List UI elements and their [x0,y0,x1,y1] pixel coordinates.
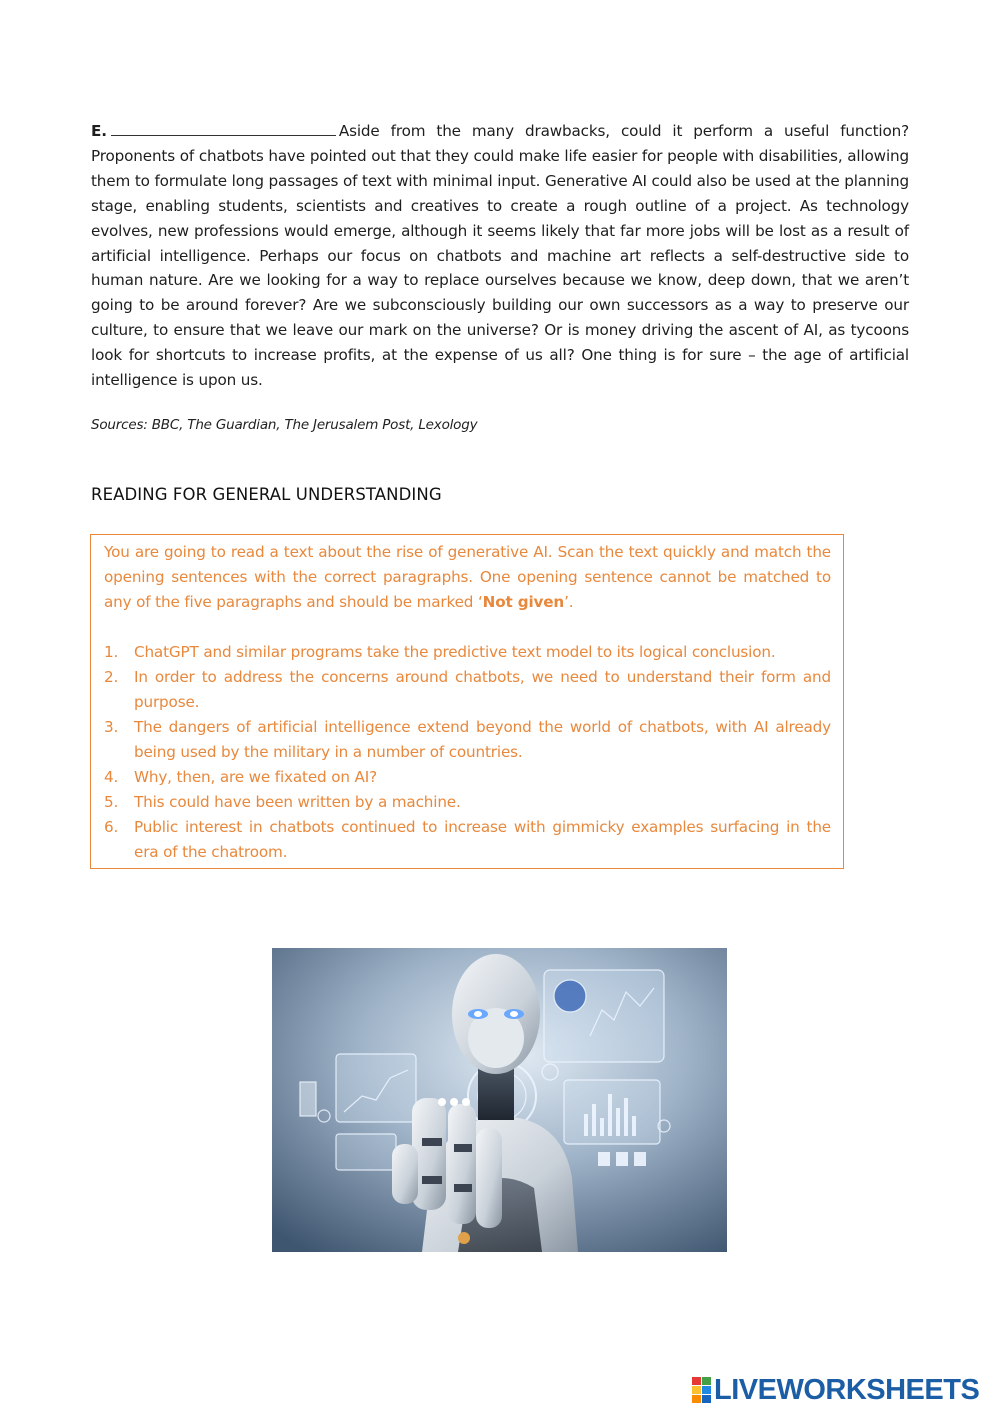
logo-square [702,1377,711,1385]
not-given-label: Not given [482,593,565,611]
paragraph-text: Aside from the many drawbacks, could it perform a useful function? Proponents of chatbots have pointed out that they could make life easier for people with disabilities, allowing them to formulate long passages of text with minimal input. Generative AI could also be used at the planning stage, enabling students, scientists and creatives to create a rough outline of a project. As technology evolves, new professions would emerge, although it seems likely that far more jobs will be lost as a result of artificial intelligence. Perhaps our focus on chatbots and machine art reflects a self-destructive side to human nature. Are we looking for a way to replace ourselves because we know, deep down, that we aren’t going to be around forever? Are we subconsciously building our own successors as a way to preserve our culture, to ensure that we leave our mark on the universe? Or is money driving the ascent of AI, as tycoons look for shortcuts to increase profits, at the expense of us all? One thing is for sure – the age of artificial intelligence is upon us. [91,122,909,390]
item-number: 6. [104,818,119,836]
instruction-text: You are going to read a text about the rise of generative AI. Scan the text quickly and match the opening sentences with the correct paragraphs. One opening sentence cannot be matched to any of the five paragraphs and should be marked ‘ [104,543,831,611]
item-text: This could have been written by a machine. [134,793,461,811]
task-box [90,534,844,869]
instruction-end: ’. [564,593,574,611]
item-text: In order to address the concerns around chatbots, we need to understand their form and purpose. [134,668,831,711]
paragraph-letter: E. [91,122,107,140]
task-instruction [104,540,831,615]
logo-square [692,1395,701,1403]
item-number: 1. [104,643,119,661]
opening-sentences-list [104,640,831,865]
section-heading: READING FOR GENERAL UNDERSTANDING [91,485,442,504]
item-text: Public interest in chatbots continued to increase with gimmicky examples surfacing in the era of the chatroom. [134,818,831,861]
item-text: ChatGPT and similar programs take the predictive text model to its logical conclusion. [134,643,776,661]
liveworksheets-logo [692,1374,979,1406]
paragraph-e [91,119,909,393]
item-number: 3. [104,718,119,736]
list-item [104,765,831,790]
list-item [104,640,831,665]
logo-square [692,1377,701,1385]
brand-name: LIVEWORKSHEETS [714,1373,980,1406]
answer-blank[interactable] [111,121,336,136]
item-text: The dangers of artificial intelligence extend beyond the world of chatbots, with AI already being used by the military in a number of countries. [134,718,831,761]
logo-square [702,1395,711,1403]
list-item [104,815,831,865]
logo-square [692,1386,701,1394]
list-item [104,715,831,765]
item-number: 5. [104,793,119,811]
item-text: Why, then, are we fixated on AI? [134,768,377,786]
list-item [104,665,831,715]
logo-mark-icon [692,1377,711,1403]
robot-illustration [272,948,727,1252]
logo-square [702,1386,711,1394]
item-number: 4. [104,768,119,786]
item-number: 2. [104,668,119,686]
list-item [104,790,831,815]
sources-line: Sources: BBC, The Guardian, The Jerusalem Post, Lexology [91,417,478,433]
robot-image-svg [272,948,727,1252]
